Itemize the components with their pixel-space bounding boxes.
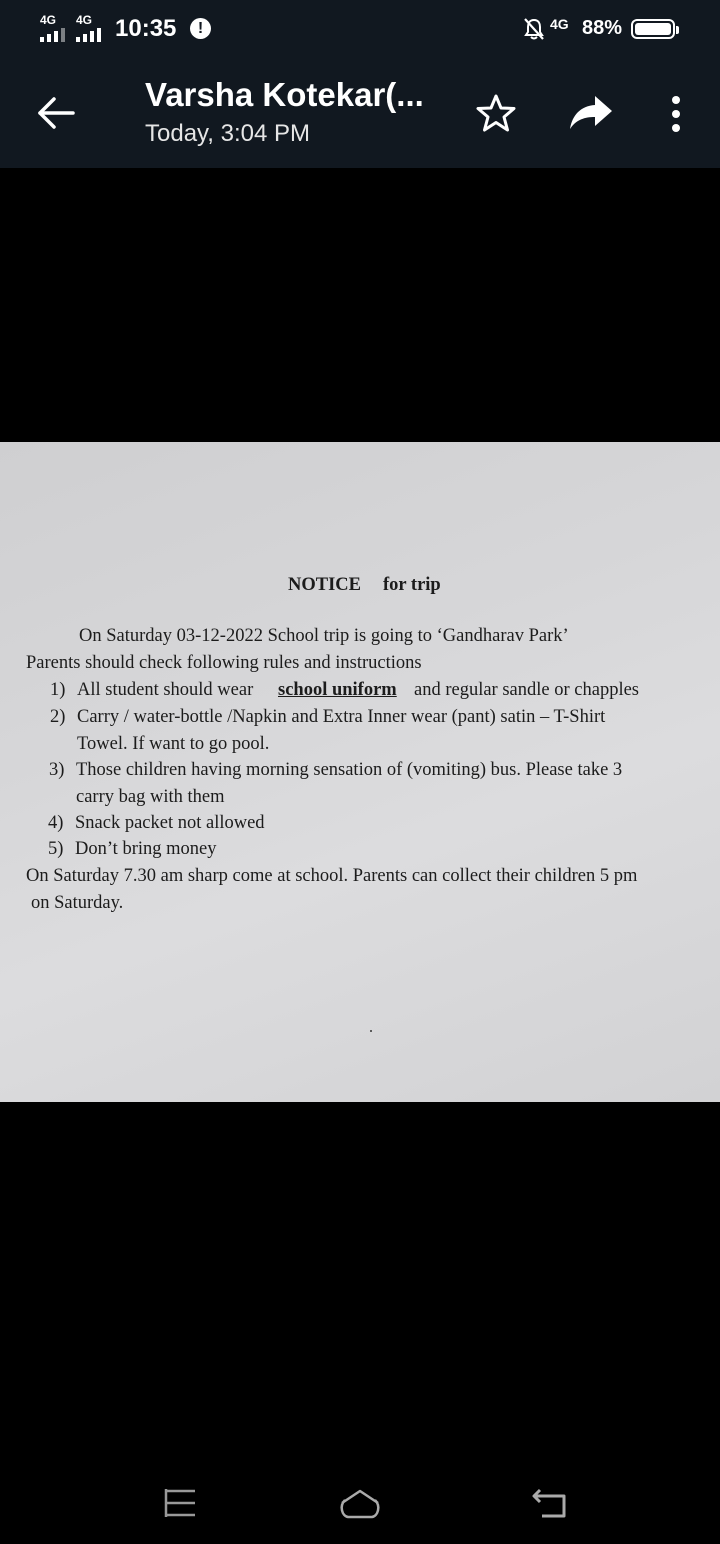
list-item-text: Those children having morning sensation of (vomiting) bus. Please take 3: [76, 760, 623, 780]
recent-apps-icon[interactable]: [164, 1488, 198, 1518]
notice-closing: on Saturday.: [31, 893, 124, 913]
list-item-number: 5): [48, 839, 64, 859]
share-icon[interactable]: [568, 92, 614, 132]
status-bar: [0, 0, 720, 58]
paper-speck: [370, 1030, 372, 1032]
back-arrow-icon[interactable]: [36, 96, 76, 130]
list-item-text: and regular sandle or chapples: [414, 680, 639, 700]
clock: 10:35: [115, 15, 177, 42]
battery-icon: [631, 19, 675, 39]
bell-off-icon: [523, 17, 545, 41]
list-item-text: Don’t bring money: [75, 839, 217, 859]
more-vert-icon[interactable]: [664, 94, 688, 134]
notice-closing: On Saturday 7.30 am sharp come at school. Parents can collect their children 5 pm: [26, 866, 638, 886]
list-item-text: Carry / water-bottle /Napkin and Extra Inner wear (pant) satin – T-Shirt: [77, 707, 606, 727]
sim2-signal-icon: [76, 14, 110, 44]
system-nav-bar: [0, 1460, 720, 1544]
back-icon[interactable]: [530, 1488, 568, 1518]
app-bar: [0, 58, 720, 168]
list-item-emphasis: school uniform: [278, 680, 397, 700]
sim1-signal-icon: [40, 14, 74, 44]
list-item-text: Snack packet not allowed: [75, 813, 265, 833]
sim1-label: 4G: [40, 13, 57, 27]
notice-heading-suffix: for trip: [383, 575, 441, 595]
list-item-text: Towel. If want to go pool.: [77, 734, 270, 754]
list-item-text: carry bag with them: [76, 787, 225, 807]
notice-heading: NOTICE: [288, 575, 361, 595]
contact-name: Varsha Kotekar(...: [145, 76, 424, 113]
notice-photo[interactable]: [0, 442, 720, 1102]
sim2-label: 4G: [76, 13, 93, 27]
list-item-text: All student should wear: [77, 680, 254, 700]
notice-intro: On Saturday 03-12-2022 School trip is going to ‘Gandharav Park’: [79, 626, 569, 646]
network-type: 4G: [550, 16, 569, 32]
alert-icon: !: [190, 18, 211, 39]
message-timestamp: Today, 3:04 PM: [145, 120, 310, 147]
notice-subintro: Parents should check following rules and instructions: [26, 653, 422, 673]
battery-percent: 88%: [582, 17, 623, 39]
home-icon[interactable]: [336, 1486, 384, 1520]
list-item-number: 1): [50, 680, 66, 700]
list-item-number: 3): [49, 760, 65, 780]
star-icon[interactable]: [475, 92, 517, 134]
list-item-number: 2): [50, 707, 66, 727]
list-item-number: 4): [48, 813, 64, 833]
image-viewer[interactable]: [0, 168, 720, 1460]
